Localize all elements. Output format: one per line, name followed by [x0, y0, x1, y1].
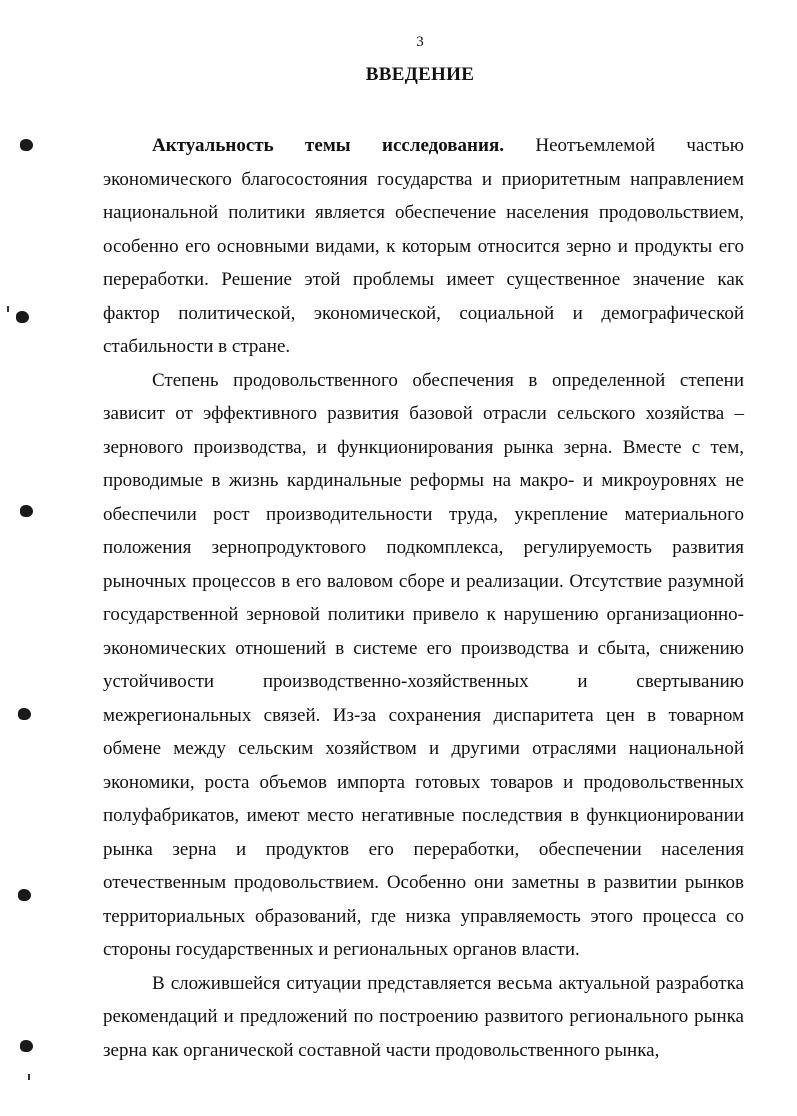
body-text — [103, 129, 744, 1067]
binder-hole-mark — [20, 1040, 33, 1052]
scan-artifact-mark — [7, 306, 9, 312]
paragraph-food-security: Степень продовольственного обеспечения в определенной степени зависит от эффективного развития базовой отрасли сельского хозяйства – зернового производства, и функционирования рынка зерна. Вместе с тем, проводимые в жизнь кардинальные реформы на макро- и микроуровнях не обеспечили рост производительности труда, укрепление материального положения зернопродуктового подкомплекса, регулируемость развития рыночных процессов в его валовом сборе и реализации. Отсутствие разумной государственной зерновой политики привело к нарушению организационно-экономических отношений в системе его производства и сбыта, снижению устойчивости производственно-хозяйственных и свертыванию межрегиональных связей. Из-за сохранения диспаритета цен в товарном обмене между сельским хозяйством и другими отраслями национальной экономики, роста объемов импорта готовых товаров и продовольственных полуфабрикатов, имеют место негативные последствия в функционировании рынка зерна и продуктов его переработки, обеспечении населения отечественным продовольствием. Особенно они заметны в развитии рынков территориальных образований, где низка управляемость этого процесса со стороны государственных и региональных органов власти. — [103, 369, 744, 960]
paragraph-text: Неотъемлемой частью экономического благосостояния государства и приоритетным направлением национальной политики является обеспечение населения продовольствием, особенно его основными видами, к которым относится зерно и продукты его переработки. Решение этой проблемы имеет существенное значение как фактор политической, экономической, социальной и демографической стабильности в стране. — [103, 135, 744, 357]
page-number: 3 — [416, 34, 424, 50]
binder-hole-mark — [20, 505, 33, 517]
binder-hole-mark — [18, 889, 31, 901]
section-heading: ВВЕДЕНИЕ — [365, 64, 475, 85]
binder-hole-mark — [18, 708, 31, 720]
scan-artifact-mark — [28, 1074, 30, 1080]
binder-hole-mark — [20, 139, 33, 151]
paragraph-lead: Актуальность темы исследования. — [152, 135, 504, 156]
paragraph-current-situation: В сложившейся ситуации представляется весьма актуальной разработка рекомендаций и предложений по построению развитого регионального рынка зерна как органической составной части продовольственного рынка, — [103, 972, 744, 1061]
paragraph-relevance — [103, 129, 744, 364]
binder-hole-mark — [16, 311, 29, 323]
